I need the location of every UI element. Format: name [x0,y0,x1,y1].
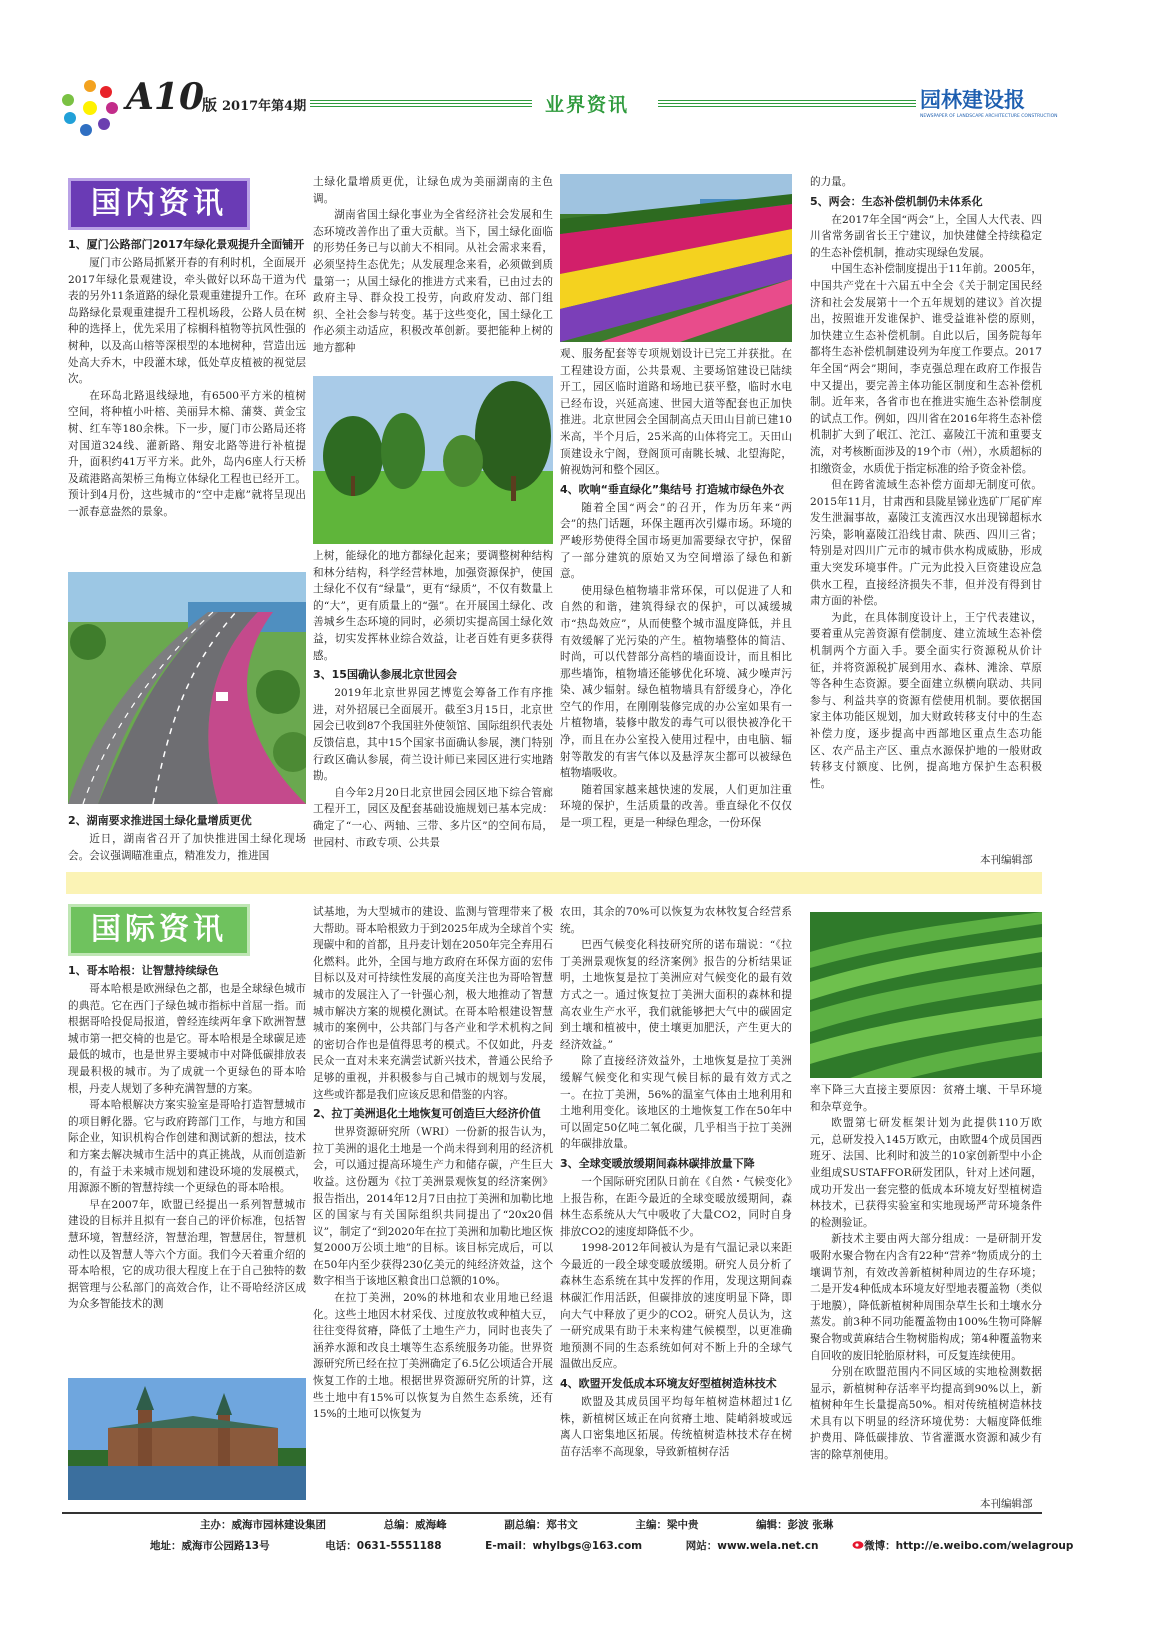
article-heading: 3、15国确认参展北京世园会 [313,668,457,682]
page-ban-label: 版 [202,96,218,114]
domestic-col-3 [560,346,792,868]
article-heading: 1、厦门公路部门2017年绿化景观提升全面铺开 [68,238,305,251]
international-col-2 [313,904,553,1500]
article-paragraph: 除了直接经济效益外，土地恢复是拉丁美洲缓解气候变化和实现气候目标的最有效方式之一。在拉丁美洲，56%的温室气体由土地利用和土地利用变化。该地区的土地恢复工作在50年中可以固定50亿吨二氧化碳，几乎相当于拉丁美洲的年碳排放量。 [560,1055,792,1151]
article-paragraph: 随着全国“两会”的召开，作为历年来“两会”的热门话题，环保主题再次引爆市场。环境的严峻形势使得全国市场更加需要绿衣守护，保留了一部分建筑的原始又为空间增添了绿色和新意。 [560,501,792,581]
article-heading: 4、吹响“垂直绿化”集结号 打造城市绿色外衣 [560,482,784,496]
article-paragraph: 试基地，为大型城市的建设、监测与管理带来了极大帮助。哥本哈根致力于到2025年成为全球首个实现碳中和的首都，且丹麦计划在2050年完全弃用石化燃料。此外，全国与地方政府在环保方面的宏伟目标以及对可持续性发展的高度关注也为哥哈智慧城市的发展注入了一针强心剂，极大地推动了智慧城市解决方案的规模化测试。在哥本哈根建设智慧城市的案例中，公共部门与各产业和学术机构之间的密切合作也是值得思考的模式。不仅如此，丹麦民众一直对未来充满尝试新兴技术，普通公民给予足够的重视，并积极参与自己城市的规划与发展，这些或许都是我们应该反思和借鉴的内容。 [313,906,553,1101]
article-paragraph: 随着国家越来越快速的发展，人们更加注重环境的保护，生活质量的改善。垂直绿化不仅仅是一项工程，更是一种绿色理念，一份环保 [560,783,792,830]
domestic-banner: 国内资讯 [68,178,250,230]
footer-email[interactable]: whylbgs@163.com [532,1540,643,1552]
coastal-road-photo [68,572,306,804]
article-heading: 2、拉丁美洲退化土地恢复可创造巨大经济价值 [313,1107,541,1121]
footer-chief: 威海峰 [415,1519,447,1531]
article-paragraph: 1998-2012年间被认为是有气温记录以来距今最近的一段全球变暖放缓期。研究人员分析了森林生态系统在其中发挥的作用，发现这期间森林碳汇作用活跃，但碳排放的速度明显下降，即向大气中释放了更少的CO2。研究人员认为，这一研究成果有助于未来构建气候模型，以更准确地预测不同的生态系统如何对不断上升的全球气温做出反应。 [560,1242,792,1371]
article-paragraph: 哥本哈根解决方案实验室是哥哈打造智慧城市的项目孵化器。它与政府跨部门工作，与地方和国际企业，知识机构合作创建和测试新的想法，技术和方案去解决城市生活中的真正挑战，从而创造新的，有益于未来城市规划和建设环境的发展模式，用源源不断的智慧持续一个更绿色的哥本哈根。 [68,1099,306,1195]
footer-editor: 梁中贵 [666,1519,699,1531]
article-paragraph: 新技术主要由两大部分组成：一是研制开发吸附水聚合物在内含有22种“营养”物质成分的土壤调节剂，有效改善新植树种周边的生存环境；二是开发4种低成本环境友好型地表覆盖物（类似于地膜），降低新植树种周围杂草生长和土壤水分蒸发。前3种不同功能覆盖物由100%生物可降解聚合物或黄麻结合生物树脂构成；第4种覆盖物来自回收的废旧轮胎原材料，可反复连续使用。 [810,1233,1042,1362]
domestic-col-1b [68,810,306,868]
international-credit: 本刊编辑部 [980,1498,1033,1510]
article-paragraph: 在2017年全国“两会”上，全国人大代表、四川省常务副省长王宁建议，加快建健全持续稳定的生态补偿机制，推动实现绿色发展。 [810,213,1042,259]
section-label: 业界资讯 [545,94,630,116]
section-divider [66,872,1042,894]
page-header [60,72,1090,142]
article-paragraph: 农田，其余的70%可以恢复为农林牧复合经营系统。 [560,906,792,935]
castle-lake-photo [68,1378,306,1500]
article-paragraph: 中国生态补偿制度提出于11年前。2005年，中国共产党在十六届五中全会《关于制定国民经济和社会发展第十一个五年规划的建议》首次提出，按照谁开发谁保护、谁受益谁补偿的原则，加快建立生态补偿机制。自此以后，国务院每年都将生态补偿机制建设列为年度工作要点。2017年全国“两会”期间，李克强总理在政府工作报告中又提出，要完善主体功能区制度和生态补偿机制。近年来，各省市也在推进实施生态补偿制度的试点工作。例如，四川省在2016年将生态补偿机制扩大到了岷江、沱江、嘉陵江干流和重要支流，对考核断面涉及的19个市（州），水质超标的扣缴资金，水质优于指定标准的给予资金补偿。 [810,263,1042,475]
header-rule-left [310,100,532,109]
article-paragraph: 在拉丁美洲，20%的林地和农业用地已经退化。这些土地因木材采伐、过度放牧或种植大豆，往往变得贫瘠，降低了土地生产力，同时也丧失了涵养水源和改良土壤等生态系统服务功能。世界资源研究所已经在拉丁美洲确定了6.5亿公顷适合开展恢复工作的土地。根据世界资源研究所的计算，这些土地中有15%可以恢复为自然生态系统，还有15%的土地可以恢复为 [313,1292,553,1421]
footer-editors: 彭波 张琳 [787,1519,834,1531]
flower-logo-icon [60,78,124,136]
article-paragraph: 土绿化量增质更优，让绿色成为美丽湖南的主色调。 [313,176,553,205]
article-paragraph: 厦门市公路局抓紧开春的有利时机，全面展开2017年绿化景观建设，牵头做好以环岛干道为代表的另外11条道路的绿化景观重建提升工作。在环岛路绿化景观重建提升工程机场段，公路人员在树种的选择上，优先采用了棕榈科植物等抗风性强的树种，以及高山榕等深根型的本地树种，营造出远处高大乔木，中段灌木球，低处草皮植被的视觉层次。 [68,257,306,386]
footer-website[interactable]: www.wela.net.cn [717,1540,819,1552]
article-paragraph: 的力量。 [810,176,853,188]
domestic-col-2b [313,548,553,868]
footer-address: 威海市公园路13号 [181,1540,270,1552]
article-paragraph: 近日，湖南省召开了加快推进国土绿化现场会。会议强调瞄准重点，精准发力，推进国 [68,833,306,862]
tea-terrace-photo [810,912,1042,1078]
article-heading: 2、湖南要求推进国土绿化量增质更优 [68,814,252,827]
park-lawn-photo [313,376,553,544]
article-paragraph: 观、服务配套等专项规划设计已完工并获批。在工程建设方面，公共景观、主要场馆建设已陆续开工，园区临时道路和场地已获平整，临时水电已经布设，兴延高速、世园大道等配套也正加快推进。北京世园会全国制高点天田山目前已建10米高，半个月后，25米高的山体将完工。天田山顶建设永宁阁，登阁顶可南眺长城、北望海陀，俯视妫河和整个园区。 [560,348,792,477]
footer-row-2: 地址：威海市公园路13号 电话：0631-5551188 E-mail：whylbgs@163.com 网站：www.wela.net.cn 微博：http://e.weibo.com/welagroup [150,1540,1074,1552]
article-paragraph: 为此，在具体制度设计上，王宁代表建议，要着重从完善资源有偿制度、建立流域生态补偿机制两个方面入手。要全面实行资源税从价计征，并将资源税扩展到用水、森林、滩涂、草原等各种生态资源。要全面建立纵横向联动、共同参与、利益共享的资源有偿使用机制。要依据国家主体功能区规划，加大财政转移支付中的生态补偿力度，逐步提高中西部地区重点生态功能区、农产品主产区、重点水源保护地的一般财政转移支付额度、比例，提高地方保护生态积极性。 [810,611,1042,790]
footer-host: 威海市园林建设集团 [231,1519,326,1531]
footer-rule [62,1512,1042,1514]
footer-deputy: 郑书文 [546,1519,578,1531]
article-paragraph: 欧盟第七研发框架计划为此提供110万欧元，总研发投入145万欧元，由欧盟4个成员国西班牙、法国、比利时和波兰的10家创新型中小企业组成SUSTAFFOR研发团队，针对上述问题，成功开发出一套完整的低成本环境友好型植树造林技术，已获得实验室和实地现场严苛环境条件的检测验证。 [810,1117,1042,1229]
domestic-credit: 本刊编辑部 [980,854,1033,866]
article-paragraph: 早在2007年，欧盟已经提出一系列智慧城市建设的目标并且拟有一套自己的评价标准，包括智慧环境，智慧经济，智慧治理，智慧居住，智慧机动性以及智慧人等六个方面。我们今天着重介绍的哥本哈根，它的成功很大程度上在于自己独特的数据管理与公私部门的高效合作，让不哥哈经济区成为众多智能技术的测 [68,1198,306,1311]
article-paragraph: 世界资源研究所（WRI）一份新的报告认为，拉丁美洲的退化土地是一个尚未得到利用的经济机会，可以通过提高环境生产力和储存碳，产生巨大收益。这份题为《拉丁美洲景观恢复的经济案例》报告指出，2014年12月7日由拉丁美洲和加勒比地区的国家与有关国际组织共同提出了“20x20倡议”，制定了“到2020年在拉丁美洲和加勒比地区恢复2000万公顷土地”的目标。该目标完成后，可以在50年内至少获得230亿美元的纯经济效益，这个数字相当于该地区粮食出口总额的10%。 [313,1126,553,1288]
article-heading: 3、全球变暖放缓期间森林碳排放量下降 [560,1156,755,1170]
international-col-3 [560,904,792,1500]
footer-weibo[interactable]: http://e.weibo.com/welagroup [895,1540,1074,1552]
article-paragraph: 巴西气候变化科技研究所的诺布瑞说：“《拉丁美洲景观恢复的经济案例》报告的分析结果证明，土地恢复是拉丁美洲应对气候变化的最有效方式之一。通过恢复拉丁美洲大面积的森林和提高农业生产水平，我们就能够把大气中的碳固定到土壤和植被中，使土壤更加肥沃，产生更大的经济效益。” [560,939,792,1051]
header-rule-right [658,100,916,109]
article-paragraph: 欧盟及其成员国平均每年植树造林超过1亿株，新植树区域正在向贫瘠土地、陡峭斜坡或远离人口密集地区拓展。传统植树造林技术存在树苗存活率不高现象，导致新植树存活 [560,1396,792,1458]
article-paragraph: 自今年2月20日北京世园会园区地下综合管廊工程开工，园区及配套基础设施规划已基本完成：确定了“一心、两轴、三带、多片区”的空间布局，世园村、市政专项、公共景 [313,786,553,849]
weibo-icon [852,1540,864,1552]
international-col-4 [810,1082,1042,1492]
issue-label: 2017年第4期 [222,99,307,114]
article-paragraph: 率下降三大直接主要原因：贫瘠土壤、干旱环境和杂草竞争。 [810,1084,1042,1113]
domestic-col-4 [810,174,1042,850]
footer-row-1: 主办：威海市园林建设集团 总编：威海峰 副总编：郑书文 主编：梁中贵 编辑：彭波 张琳 [200,1519,834,1531]
masthead-title: 园林建设报 [920,88,1025,112]
masthead-subtitle: NEWSPAPER OF LANDSCAPE ARCHITECTURE CONSTRUCTION [920,114,1058,119]
article-paragraph: 分别在欧盟范围内不同区域的实地检测数据显示，新植树种存活率平均提高到90%以上，新植树种年生长量提高50%。相对传统植树造林技术具有以下明显的经济环境优势：大幅度降低维护费用、降低碳排放、节省灌溉水资源和减少有害的除草剂使用。 [810,1366,1042,1462]
article-heading: 5、两会：生态补偿机制仍未体系化 [810,194,983,208]
footer-phone: 0631-5551188 [356,1540,442,1552]
page-number: A10 [126,76,205,118]
article-paragraph: 但在跨省流域生态补偿方面却无制度可依。2015年11月，甘肃西和县陇星锑业选矿厂尾矿库发生泄漏事故，嘉陵江支流西汉水出现锑超标水污染，影响嘉陵江沿线甘肃、陕西、四川三省；特别是对四川广元市的城市供水构成威胁，形成重大突发环境事件。广元为此投入巨资建设应急供水工程，直接经济损失不菲，但并没有得到甘肃方面的补偿。 [810,479,1042,608]
international-banner: 国际资讯 [68,904,250,956]
article-paragraph: 上树，能绿化的地方都绿化起来；要调整树种结构和林分结构，科学经营林地，加强资源保护，使国土绿化不仅有“绿量”，更有“绿质”，不仅有数量上的“大”，更有质量上的“强”。在开展国土绿化、改善城乡生态环境的同时，必须切实提高国土绿化效益，切实发挥林业综合效益，让老百姓有更多获得感。 [313,550,553,662]
article-paragraph: 2019年北京世界园艺博览会筹备工作有序推进，对外招展已全面展开。截至3月15日，北京世园会已收到87个我国驻外使领馆、国际组织代表处反馈信息，其中15个国家书面确认参展，澳门特别行政区确认参展，荷兰设计师已来园区进行实地踏勘。 [313,687,553,783]
article-paragraph: 哥本哈根是欧洲绿色之都，也是全球绿色城市的典范。它在西门子绿色城市指标中首屈一指。而根据哥哈投促局报道，曾经连续两年拿下欧洲智慧城市第一把交椅的也是它。哥本哈根是全球碳足迹最低的城市，也是世界主要城市中对降低碳排放表现最积极的城市。为了成就一个更绿色的哥本哈根，丹麦人规划了多种充满智慧的方案。 [68,983,306,1095]
domestic-col-1 [68,234,306,564]
domestic-col-2 [313,174,553,368]
article-paragraph: 使用绿色植物墙非常环保，可以促进了人和自然的和谐，建筑得绿衣的保护，可以减缓城市“热岛效应”，从而使整个城市温度降低，并且有效缓解了光污染的产生。植物墙整体的简洁、时尚，可以代替部分高档的墙面设计，而且相比那些墙饰，植物墙还能够优化环境、减少噪声污染、减少辐射。绿色植物墙具有舒缓身心，净化空气的作用，在刚刚装修完成的办公室如果有一片植物墙，装修中散发的毒气可以很快被净化干净，而且在办公室投入使用过程中，由电脑、辐射等散发的有害气体以及悬浮灰尘都可以被绿色植物墙吸收。 [560,584,792,780]
article-paragraph: 湖南省国土绿化事业为全省经济社会发展和生态环境改善作出了重大贡献。当下，国土绿化面临的形势任务已与以前大不相同。从社会需求来看，必须坚持生态优先；从发展理念来看，必须做到质量第一；从国土绿化的推进方式来看，已由过去的政府主导、群众投工投劳，向政府发动、部门组织、全社会参与转变。基于这些变化，国土绿化工作必须主动适应，积极改革创新。要把能种上树的地方都种 [313,209,553,354]
article-paragraph: 一个国际研究团队日前在《自然・气候变化》上报告称，在距今最近的全球变暖放缓期间，森林生态系统从大气中吸收了大量CO2，同时自身排放CO2的速度却降低不少。 [560,1175,792,1238]
article-paragraph: 在环岛北路退线绿地，有6500平方米的植树空间，将种植小叶榕、美丽异木棉、蒲葵、黄金宝树、红车等180余株。下一步，厦门市公路局还将对国道324线、灌新路、翔安北路等进行补植提升，面积约41万平方米。此外，岛内6座人行天桥及疏港路高架桥三角梅立体绿化工程也已经开工。预计到4月份，这些城市的“空中走廊”就将呈现出一派春意盎然的景象。 [68,389,306,518]
article-heading: 4、欧盟开发低成本环境友好型植树造林技术 [560,1377,777,1391]
international-col-1 [68,960,306,1374]
flower-bed-photo [560,174,792,342]
article-heading: 1、哥本哈根：让智慧持续绿色 [68,964,219,977]
